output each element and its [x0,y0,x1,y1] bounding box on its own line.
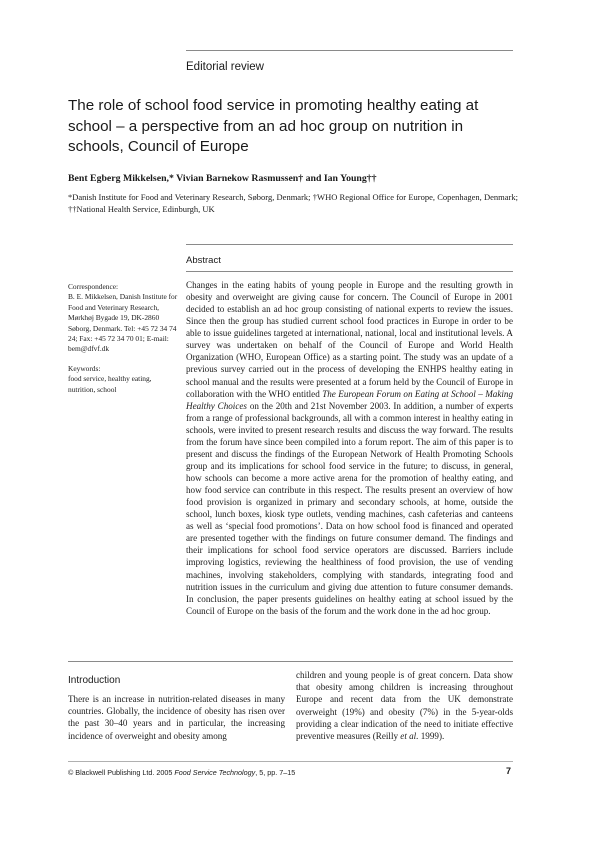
footer-rule [68,761,513,762]
intro-col2-text-a: children and young people is of great concern. Data show that obesity among children is increasing throughout Europe and recent data from the UK demonstrate overweight (19%) and obesity (7%) in the 5-year-olds providing a clear indication of the need to initiate effective preventive measures (Reilly [296,670,513,742]
author-affiliations: *Danish Institute for Food and Veterinary Research, Søborg, Denmark; †WHO Regional Office for Europe, Copenhagen, Denmark; ††National Health Service, Edinburgh, UK [68,192,518,214]
correspondence-text: B. E. Mikkelsen, Danish Institute for Food and Veterinary Research, Mørkhøj Bygade 19, DK-2860 Søborg, Denmark. Tel: +45 72 34 74 24; Fax: +45 72 34 70 01; E-mail: bem@dfvf.dk [68,292,178,354]
abstract-text-part-2: on the 20th and 21st November 2003. In addition, a number of experts from a range of professional backgrounds, all with a common interest in healthy eating in schools, were invited to present research results and discuss the way forward. The results from the forum have since been compiled into a forum report. The aim of this paper is to present and discuss the findings of the European Network of Health Promoting Schools group and its implications for school food service in the future; to discuss, in general, how schools can become a more active arena for the promotion of healthy eating, and how food service can contribute in this respect. The results present an overview of how food provision is organized in primary and secondary schools, at home, outside the school, lunch boxes, kiosk type outlets, vending machines, cash cafeterias and canteens as well as ‘special food promotions’. Data on how school food is financed and operated are presented together with the findings on future consumer demand. The findings and their implications for school food service operators are discussed. Barriers include improving logistics, reviewing the healthiness of food provision, the use of vending machines, involving stakeholders, complying with standards, integrating food and nutrition issues in the curriculum and giving due attention to future consumer demands. In conclusion, the paper presents guidelines on healthy eating at school issued by the Council of Europe on the basis of the forum and the work done in the ad hoc group. [186,400,514,616]
abstract-body [186,279,513,617]
author-list: Bent Egberg Mikkelsen,* Vivian Barnekow Rasmussen† and Ian Young†† [68,173,377,184]
footer-copyright: © Blackwell Publishing Ltd. 2005 [68,768,173,777]
introduction-column-1: There is an increase in nutrition-related diseases in many countries. Globally, the incidence of obesity has risen over the past 30–40 years and in particular, the increasing incidence of overweight and obesity among [68,694,285,741]
abstract-heading-rule [186,271,513,272]
header-rule [186,50,513,51]
footer-volume-pages: , 5, pp. 7–15 [255,768,296,777]
abstract-bottom-rule [68,661,513,662]
footer-citation [68,768,295,777]
sidebar [68,282,180,395]
section-label: Editorial review [186,61,264,73]
page-number: 7 [506,766,512,776]
abstract-forum-title: The European Forum on Eating at School – Making Healthy Choices [186,388,513,411]
abstract-heading: Abstract [186,255,221,266]
keywords-text: food service, healthy eating, nutrition, school [68,374,152,394]
abstract-text-part-1: Changes in the eating habits of young people in Europe and the resulting growth in obesity and overweight are giving cause for concern. The Council of Europe in 2001 decided to establish an ad hoc group consisting of national experts to review the issues. Since then the group has studied current school food practices in Europe in order to be able to issue guidelines targeted at international, national, local and institutional levels. A survey was undertaken on behalf of the Council of Europe and World Health Organization (WHO, European Office) as a starting point. The study was an update of a previous survey carried out in the process of developing the ENHPS healthy eating in school manual and the results were presented at a forum held by the Council of Europe in collaboration with the WHO entitled [186,280,513,399]
article-title: The role of school food service in promoting healthy eating at school – a perspective from an ad hoc group on nutrition in schools, Council of Europe [68,97,479,155]
keywords-label: Keywords: [68,363,101,373]
intro-col2-text-b: 1999). [418,731,445,742]
introduction-heading: Introduction [68,675,121,686]
intro-col2-et-al: et al. [400,731,419,742]
abstract-top-rule [186,244,513,245]
introduction-column-2 [296,669,513,742]
correspondence-label: Correspondence: [68,282,119,291]
footer-journal: Food Service Technology [174,768,256,777]
